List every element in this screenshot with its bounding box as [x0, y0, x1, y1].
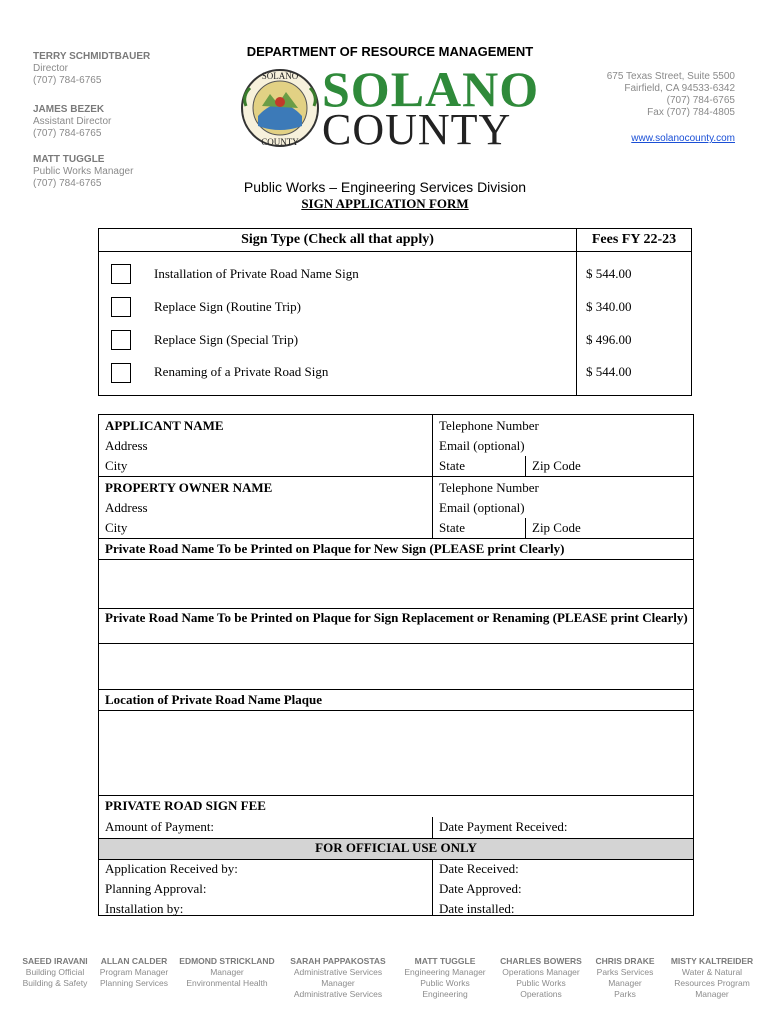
footer-contact	[14, 956, 96, 989]
department-title: DEPARTMENT OF RESOURCE MANAGEMENT	[246, 44, 534, 59]
staff-title: Assistant Director	[33, 116, 112, 127]
new-sign-label: Private Road Name To be Printed on Plaque for New Sign (PLEASE print Clearly)	[105, 541, 565, 556]
footer-name: CHRIS DRAKE	[595, 956, 655, 966]
date-payment-label: Date Payment Received:	[439, 819, 568, 834]
footer-line: Public Works	[516, 978, 566, 988]
staff-title: Public Works Manager	[33, 166, 134, 177]
footer-contact	[590, 956, 660, 1000]
sign-table-header	[99, 229, 691, 252]
amount-of-payment-label: Amount of Payment:	[105, 819, 215, 834]
address-line-2: Fairfield, CA 94533-6342	[624, 83, 735, 94]
date-approved-label: Date Approved:	[439, 881, 522, 896]
location-label: Location of Private Road Name Plaque	[105, 692, 323, 707]
applicant-email-label: Email (optional)	[439, 438, 525, 453]
footer-line: Engineering	[422, 989, 468, 999]
application-form-grid	[98, 414, 694, 916]
option-fee: $ 544.00	[586, 364, 632, 379]
date-received-label: Date Received:	[439, 861, 519, 876]
footer-contact	[664, 956, 760, 1000]
grid-line	[99, 476, 693, 477]
footer-line: Administrative Services	[293, 989, 383, 999]
application-received-label: Application Received by:	[105, 861, 238, 876]
owner-email-label: Email (optional)	[439, 500, 525, 515]
footer-line: Environmental Health	[186, 978, 268, 988]
owner-state-label: State	[439, 520, 465, 535]
installation-label: Installation by:	[105, 901, 184, 916]
staff-name: JAMES BEZEK	[33, 104, 105, 115]
staff-director	[33, 51, 150, 87]
planning-approval-label: Planning Approval:	[105, 881, 207, 896]
footer-line: Parks	[614, 989, 636, 999]
option-fee: $ 340.00	[586, 299, 632, 314]
staff-phone: (707) 784-6765	[33, 128, 102, 139]
footer-line: Operations	[520, 989, 562, 999]
staff-name: MATT TUGGLE	[33, 154, 105, 165]
footer-contact	[400, 956, 490, 1000]
footer-contact	[96, 956, 172, 989]
owner-address-label: Address	[105, 500, 148, 515]
option-label: Replace Sign (Routine Trip)	[154, 299, 301, 314]
date-installed-label: Date installed:	[439, 901, 515, 916]
county-seal-icon	[240, 66, 320, 150]
footer-line: Resources Program	[674, 978, 750, 988]
footer-line: Manager	[210, 967, 244, 977]
staff-name: TERRY SCHMIDTBAUER	[33, 51, 151, 62]
seal-text-bottom: COUNTY	[261, 137, 299, 147]
footer-name: CHARLES BOWERS	[500, 956, 582, 966]
sign-fee-header: PRIVATE ROAD SIGN FEE	[105, 798, 266, 813]
footer-name: EDMOND STRICKLAND	[179, 956, 275, 966]
footer-name: ALLAN CALDER	[100, 956, 168, 966]
fees-header: Fees FY 22-23	[591, 232, 677, 247]
replacement-label: Private Road Name To be Printed on Plaque for Sign Replacement or Renaming (PLEASE print Clearly)	[105, 610, 688, 625]
replacement-input-area[interactable]	[99, 644, 693, 688]
contact-block	[570, 71, 735, 145]
footer-line: Manager	[321, 978, 355, 988]
division-title: Public Works – Engineering Services Division	[243, 179, 527, 195]
footer-name: MISTY KALTREIDER	[670, 956, 754, 966]
address-line-1: 675 Texas Street, Suite 5500	[606, 71, 735, 82]
staff-phone: (707) 784-6765	[33, 178, 102, 189]
form-title: SIGN APPLICATION FORM	[301, 196, 469, 211]
seal-text-top: SOLANO	[261, 71, 299, 81]
staff-phone: (707) 784-6765	[33, 75, 102, 86]
owner-telephone-label: Telephone Number	[439, 480, 539, 495]
option-label: Replace Sign (Special Trip)	[154, 332, 299, 347]
footer-line: Manager	[608, 978, 642, 988]
footer-name: SARAH PAPPAKOSTAS	[290, 956, 386, 966]
owner-name-label: PROPERTY OWNER NAME	[105, 480, 273, 495]
footer-contact	[174, 956, 280, 989]
checkbox-replace-routine[interactable]	[111, 297, 131, 317]
applicant-telephone-label: Telephone Number	[439, 418, 539, 433]
fax: Fax (707) 784-4805	[647, 107, 735, 118]
owner-city-label: City	[105, 520, 128, 535]
owner-zip-label: Zip Code	[532, 520, 581, 535]
footer-line: Building Official	[25, 967, 85, 977]
new-sign-input-area[interactable]	[99, 560, 693, 607]
applicant-state-label: State	[439, 458, 465, 473]
county-name-solano: SOLANO	[322, 61, 540, 117]
footer-line: Planning Services	[99, 978, 169, 988]
applicant-name-label: APPLICANT NAME	[105, 418, 224, 433]
website-link[interactable]: www.solanocounty.com	[631, 133, 735, 144]
checkbox-installation[interactable]	[111, 264, 131, 284]
footer-line: Engineering Manager	[404, 967, 486, 977]
applicant-zip-label: Zip Code	[532, 458, 581, 473]
checkbox-renaming[interactable]	[111, 363, 131, 383]
footer-line: Water & Natural	[681, 967, 743, 977]
footer-name: MATT TUGGLE	[414, 956, 476, 966]
option-fee: $ 496.00	[586, 332, 632, 347]
footer-line: Manager	[695, 989, 729, 999]
footer-line: Program Manager	[99, 967, 169, 977]
footer-name: SAEED IRAVANI	[22, 956, 88, 966]
footer-line: Public Works	[420, 978, 470, 988]
option-label: Renaming of a Private Road Sign	[154, 364, 329, 379]
staff-assistant-director	[33, 104, 111, 140]
option-fee: $ 544.00	[586, 266, 632, 281]
phone: (707) 784-6765	[666, 95, 735, 106]
sign-type-header: Sign Type (Check all that apply)	[99, 229, 577, 251]
applicant-address-label: Address	[105, 438, 148, 453]
footer-line: Administrative Services	[293, 967, 383, 977]
footer-contact	[283, 956, 393, 1000]
checkbox-replace-special[interactable]	[111, 330, 131, 350]
applicant-city-label: City	[105, 458, 128, 473]
official-use-header: FOR OFFICIAL USE ONLY	[315, 840, 477, 855]
footer-contact	[496, 956, 586, 1000]
footer-line: Parks Services	[596, 967, 654, 977]
footer-line: Operations Manager	[502, 967, 580, 977]
column-divider	[576, 251, 577, 395]
location-input-area[interactable]	[99, 711, 693, 794]
footer-line: Building & Safety	[22, 978, 88, 988]
staff-title: Director	[33, 63, 69, 74]
option-label: Installation of Private Road Name Sign	[154, 266, 359, 281]
sign-type-table	[98, 228, 692, 396]
staff-public-works	[33, 154, 133, 190]
county-name-county: COUNTY	[322, 105, 512, 154]
